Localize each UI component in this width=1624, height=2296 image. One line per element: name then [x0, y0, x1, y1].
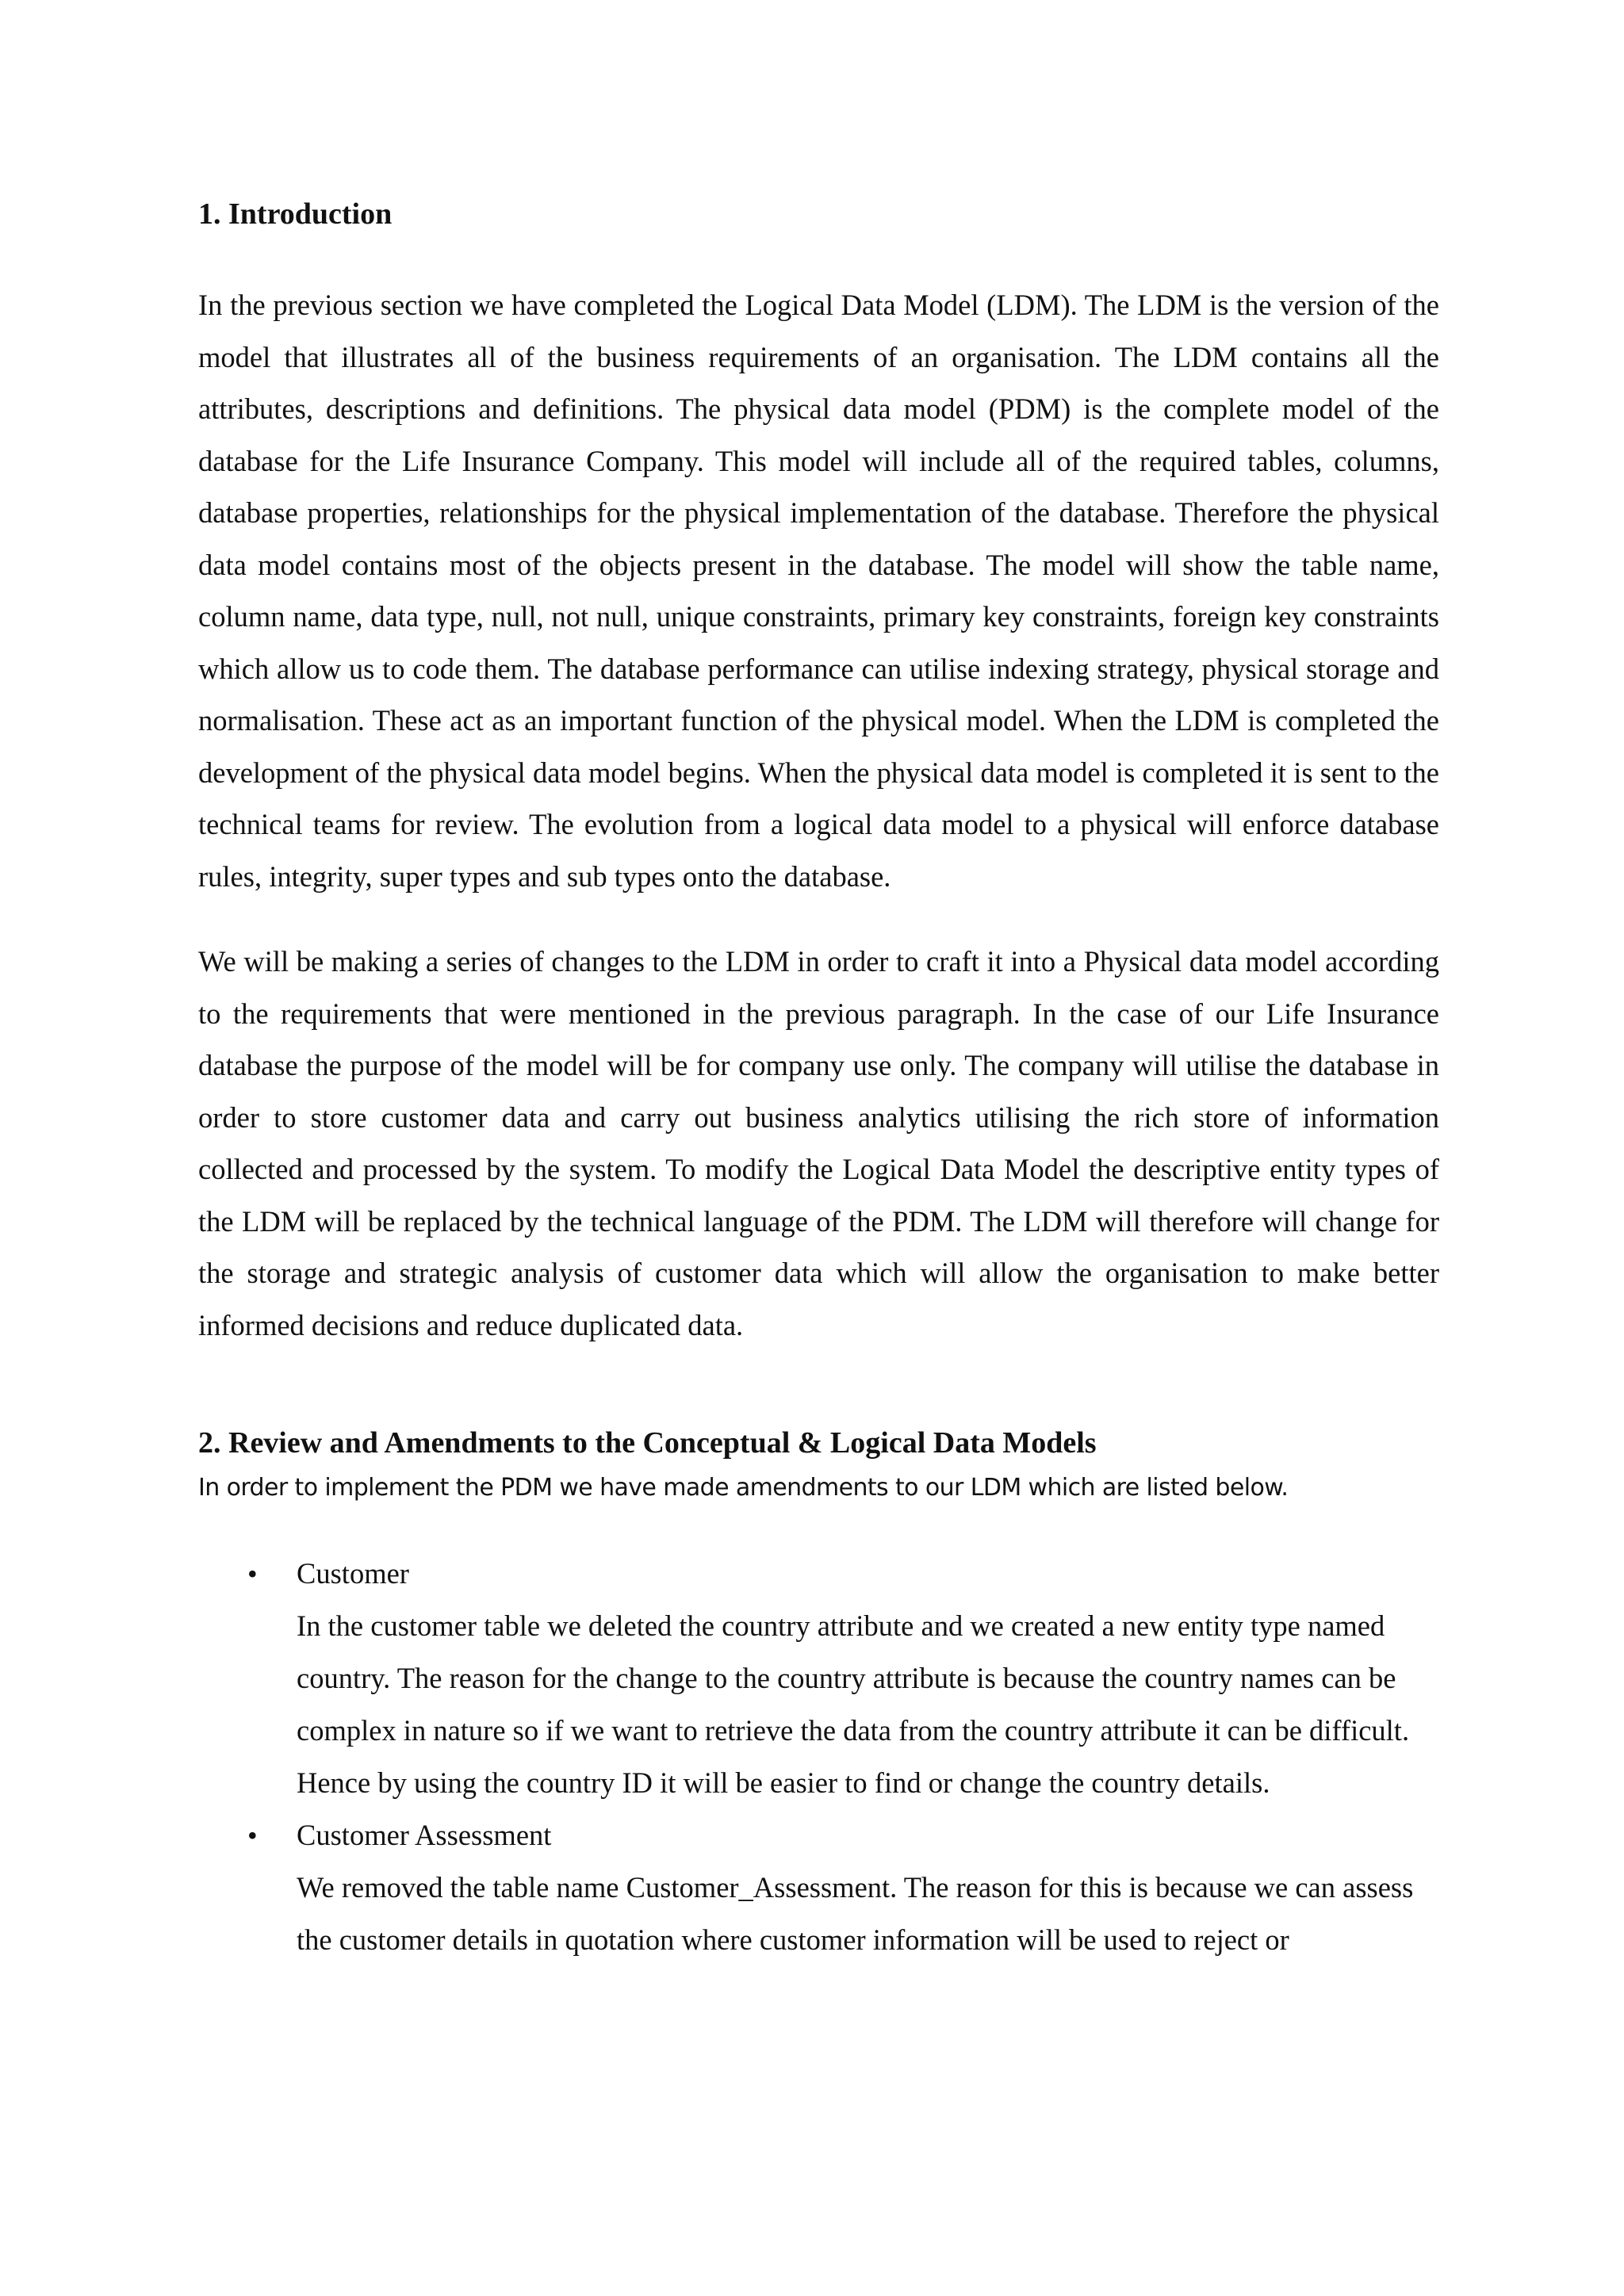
introduction-paragraph-2: We will be making a series of changes to the LDM in order to craft it into a Physical data model according to the requirements that were mentioned in the previous paragraph. In the case of our Life Insurance database the purpose of the model will be for company use only. The company will utilise the database in order to store customer data and carry out business analytics utilising the rich store of information collected and processed by the system. To modify the Logical Data Model the descriptive entity types of the LDM will be replaced by the technical language of the PDM. The LDM will therefore will change for the storage and strategic analysis of customer data which will allow the organisation to make better informed decisions and reduce duplicated data. [198, 945, 1439, 1341]
list-item-text: In the customer table we deleted the country attribute and we created a new entity type named country. The reason for the change to the country attribute is because the country names can be complex in nature so if we want to retrieve the data from the country attribute it can be difficult. Hence by using the country ID it will be easier to find or change the country details. [297, 1609, 1410, 1799]
list-item-customer [198, 1548, 1439, 1809]
introduction-paragraph-1: In the previous section we have completed the Logical Data Model (LDM). The LDM is the version of the model that illustrates all of the business requirements of an organisation. The LDM contains all the attributes, descriptions and definitions. The physical data model (PDM) is the complete model of the database for the Life Insurance Company. This model will include all of the required tables, columns, database properties, relationships for the physical implementation of the database. Therefore the physical data model contains most of the objects present in the database. The model will show the table name, column name, data type, null, not null, unique constraints, primary key constraints, foreign key constraints which allow us to code them. The database performance can utilise indexing strategy, physical storage and normalisation. These act as an important function of the physical model. When the LDM is completed the development of the physical data model begins. When the physical data model is completed it is sent to the technical teams for review. The evolution from a logical data model to a physical will enforce database rules, integrity, super types and sub types onto the database. [198, 289, 1439, 893]
list-item-text: We removed the table name Customer_Assessment. The reason for this is because we can assess the customer details in quotation where customer information will be used to reject or [297, 1871, 1414, 1956]
list-item-customer-assessment [198, 1809, 1439, 1966]
introduction-heading: 1. Introduction [198, 197, 393, 231]
bullet-icon: • [247, 1558, 258, 1590]
bullet-icon: • [247, 1820, 258, 1851]
list-item-title: Customer Assessment [297, 1819, 552, 1851]
amendments-list [198, 1548, 1439, 1966]
review-intro-text: In order to implement the PDM we have made amendments to our LDM which are listed below. [198, 1474, 1289, 1502]
list-item-title: Customer [297, 1557, 409, 1590]
document-page [198, 190, 1439, 1966]
review-amendments-heading: 2. Review and Amendments to the Conceptual & Logical Data Models [198, 1426, 1097, 1460]
